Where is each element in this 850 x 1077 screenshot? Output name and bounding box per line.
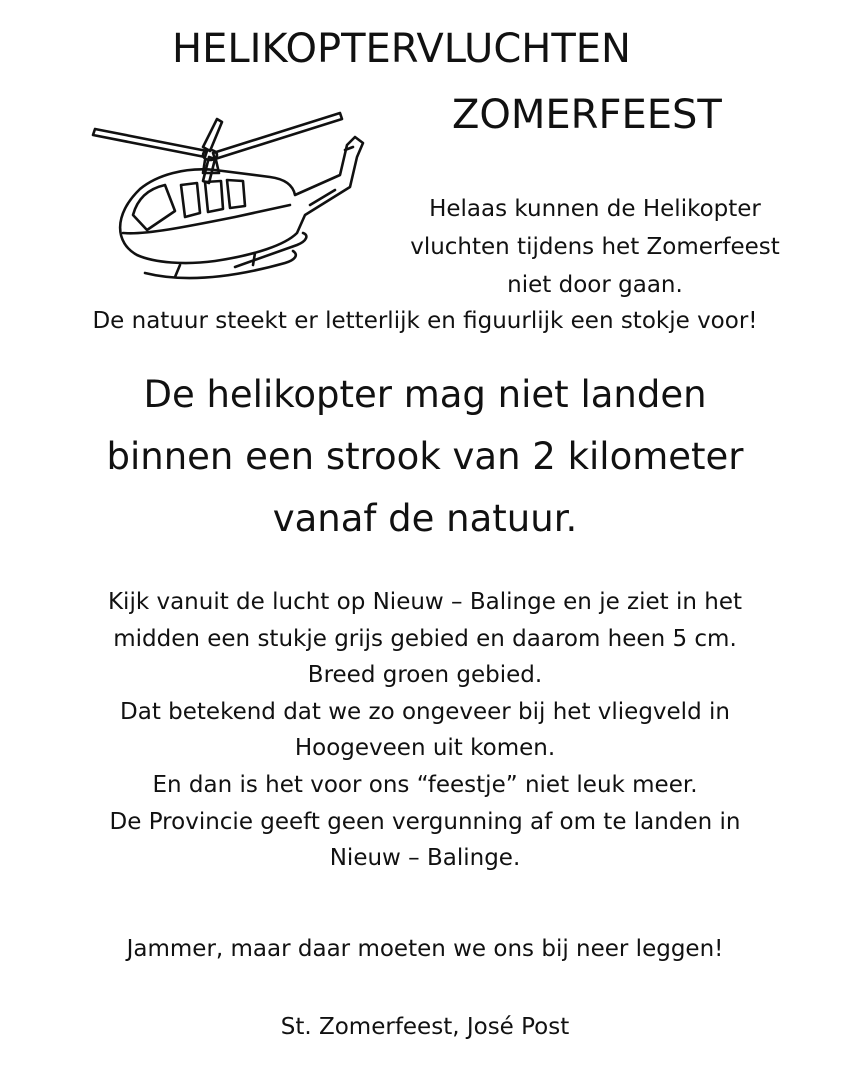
body-line: Nieuw – Balinge. <box>329 845 521 872</box>
body-line: Dat betekend dat we zo ongeveer bij het vliegveld in <box>120 698 730 725</box>
headline-line: binnen een strook van 2 kilometer <box>106 435 744 478</box>
body-line: Breed groen gebied. <box>307 662 543 689</box>
body-text <box>0 584 850 877</box>
helicopter-icon <box>85 105 375 290</box>
headline-line: vanaf de natuur. <box>272 497 578 540</box>
intro-line: vluchten tijdens het Zomerfeest <box>410 234 780 260</box>
body-line: midden een stukje grijs gebied en daarom heen 5 cm. <box>113 625 737 652</box>
intro-line: Helaas kunnen de Helikopter <box>429 196 761 222</box>
body-line: Kijk vanuit de lucht op Nieuw – Balinge en je ziet in het <box>107 589 743 615</box>
title-line-2: ZOMERFEEST <box>452 92 722 138</box>
intro-text <box>380 190 810 304</box>
closing-text: Jammer, maar daar moeten we ons bij neer leggen! <box>126 936 724 962</box>
headline <box>0 364 850 550</box>
body-line: En dan is het voor ons “feestje” niet leuk meer. <box>152 771 698 798</box>
title-line-1: HELIKOPTERVLUCHTEN <box>172 26 631 72</box>
body-line: Hoogeveen uit komen. <box>294 735 556 762</box>
intro-line: niet door gaan. <box>507 272 683 298</box>
headline-line: De helikopter mag niet landen <box>143 373 707 416</box>
intro-wide-line: De natuur steekt er letterlijk en figuurlijk een stokje voor! <box>92 308 758 334</box>
signature: St. Zomerfeest, José Post <box>280 1014 570 1040</box>
body-line: De Provincie geeft geen vergunning af om te landen in <box>109 808 741 835</box>
